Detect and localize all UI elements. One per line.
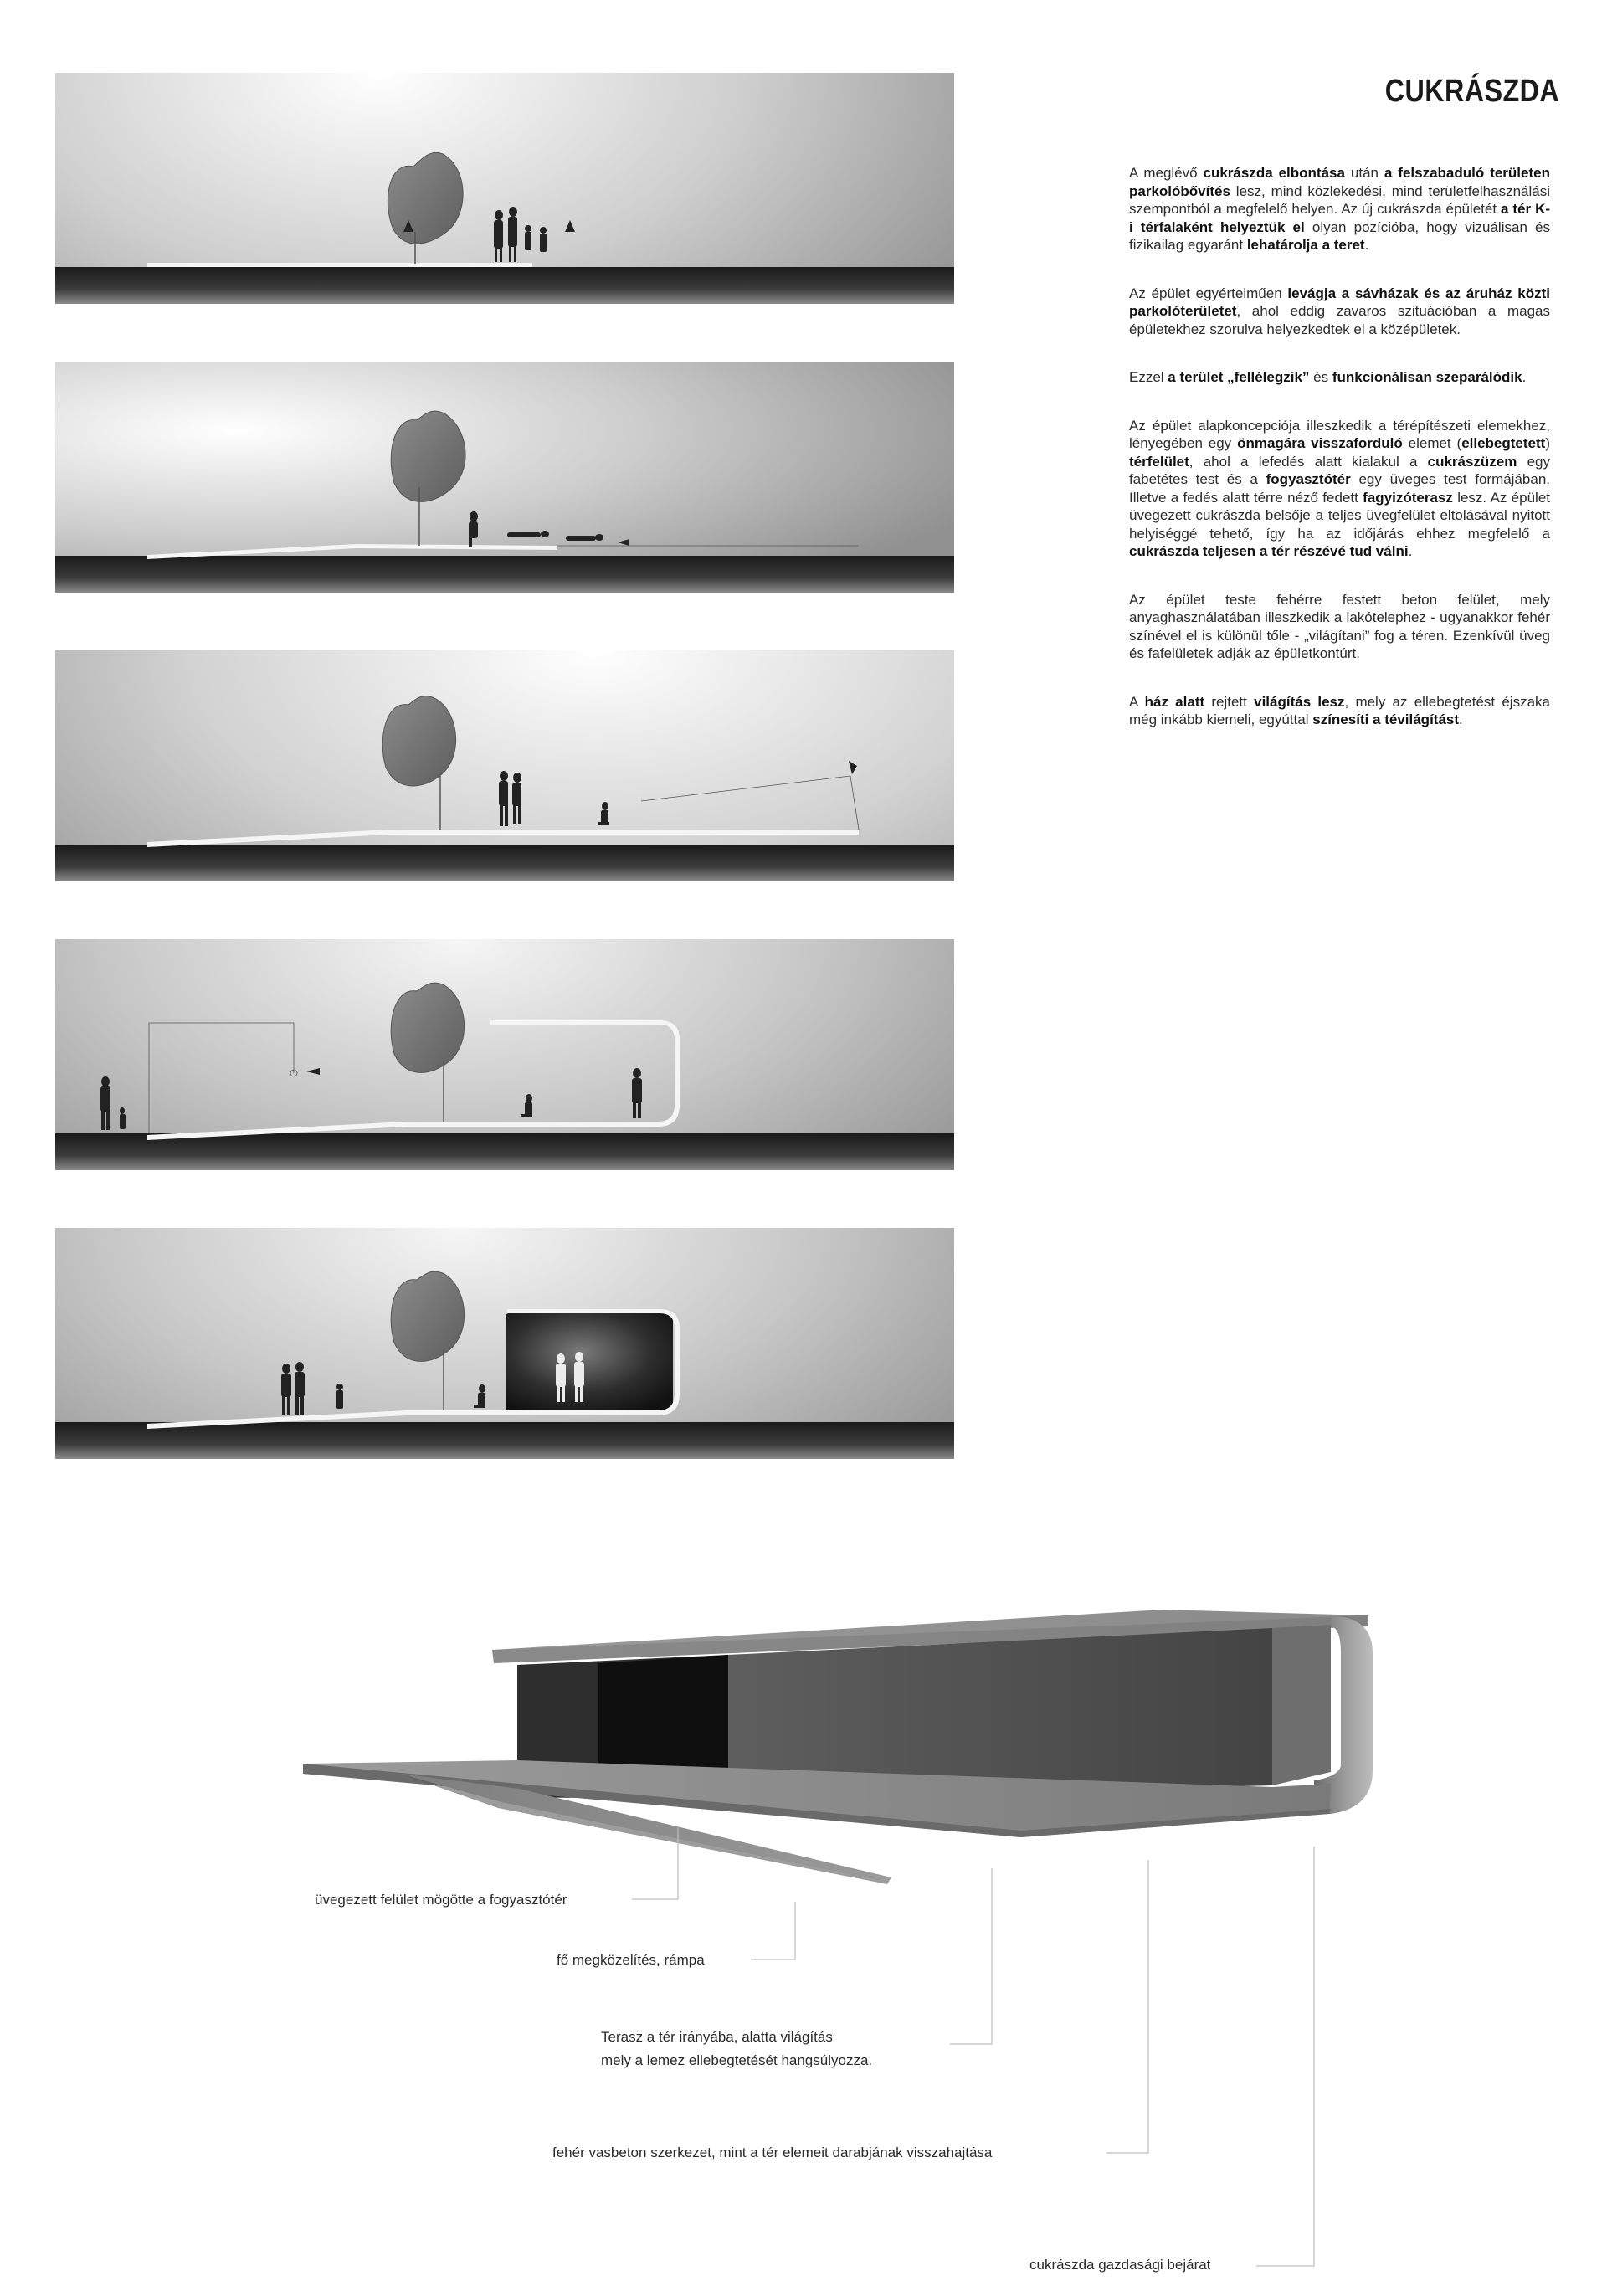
section-panel-5: [55, 1228, 954, 1459]
text-run: olyan pozícióba, hogy vizuálisan és fizikailag egyaránt: [1129, 218, 1550, 253]
text-run: , ahol a lefedés alatt kialakul a: [1189, 453, 1428, 470]
paragraph-4: [1129, 417, 1550, 561]
emphasis-text: a felszabaduló területen parkolóbővítés: [1129, 165, 1550, 199]
annotation-terrace-line-2: mely a lemez ellebegtetését hangsúlyozza.: [601, 2052, 873, 2068]
emphasis-text: ellebegtetett: [1461, 435, 1546, 451]
annotation-service-entrance: cukrászda gazdasági bejárat: [1029, 2257, 1211, 2273]
text-run: egy üveges test formájában. Illetve a fedés alatt térre néző fedett: [1129, 471, 1550, 506]
emphasis-text: színesíti a tévilágítást: [1312, 711, 1460, 727]
emphasis-text: cukrászda elbontása: [1203, 165, 1345, 181]
paragraph-5: [1129, 591, 1550, 663]
text-run: lesz. Az épület üvegezett cukrászda belsője a teljes üvegfelület eltolásával nyitott helyiséggé tehető, így ha az időjárás ehhez megfelelő a: [1129, 489, 1551, 542]
section-panel-3: [55, 650, 954, 881]
page-title: CUKRÁSZDA: [1384, 74, 1560, 109]
text-run: Az épület teste fehérre festett beton felület, mely anyaghasználatában illeszkedik a lakótelephez - ugyanakkor fehér színével el is különül tőle - „világítani” fog a téren. Ezenkívül üveg és fafelületek adják az épületkontúrt.: [1129, 591, 1550, 661]
emphasis-text: cukrászda teljesen a tér részévé tud válni: [1129, 543, 1409, 559]
text-run: .: [1459, 711, 1463, 727]
annotation-glazed-surface: üvegezett felület mögötte a fogyasztótér: [315, 1892, 567, 1908]
text-run: , ahol eddig zavaros szituációban a magas épületekhez szorulva helyezkedtek el a középületek.: [1129, 303, 1550, 337]
text-run: Az épület alapkoncepciója illeszkedik a térépítészeti elemekhez, lényegében egy: [1129, 417, 1550, 451]
building-3d-model: [285, 1595, 1381, 1929]
paragraph-3: [1129, 368, 1550, 387]
section-panel-2: [55, 362, 954, 593]
text-run: lesz, mind közlekedési, mind területfelhasználási szempontból a megfelelő helyen. Az új cukrászda épületét: [1129, 182, 1550, 217]
annotation-concrete-structure: fehér vasbeton szerkezet, mint a tér elemeit darabjának visszahajtása: [552, 2144, 993, 2160]
emphasis-text: térfelület: [1129, 453, 1189, 470]
section-panel-1: [55, 73, 954, 304]
text-run: .: [1364, 237, 1369, 253]
emphasis-text: lehatárolja a teret: [1246, 237, 1365, 253]
emphasis-text: fagyizóterasz: [1363, 489, 1453, 506]
text-run: elemet (: [1402, 435, 1462, 451]
text-run: Az épület egyértelműen: [1129, 285, 1288, 301]
section-panel-4: [55, 939, 954, 1170]
text-run: és: [1309, 369, 1332, 385]
text-run: , mely az ellebegtetést éjszaka még inkább kiemeli, egyúttal: [1129, 693, 1550, 727]
emphasis-text: fogyasztótér: [1266, 471, 1351, 487]
annotation-terrace-line-1: Terasz a tér irányába, alatta világítás: [601, 2029, 833, 2045]
emphasis-text: funkcionálisan szeparálódik: [1332, 369, 1522, 385]
emphasis-text: önmagára visszaforduló: [1237, 435, 1403, 451]
text-run: .: [1408, 543, 1413, 559]
emphasis-text: a terület „fellélegzik”: [1168, 369, 1310, 385]
text-run: .: [1522, 369, 1527, 385]
paragraph-2: [1129, 285, 1550, 339]
emphasis-text: a tér K-i térfalaként helyeztük el: [1129, 201, 1551, 235]
emphasis-text: világítás lesz: [1254, 693, 1345, 710]
emphasis-text: cukrászüzem: [1427, 453, 1517, 470]
text-run: egy fabetétes test és a: [1129, 453, 1550, 487]
text-run: ): [1545, 435, 1550, 451]
text-run: Ezzel: [1129, 369, 1168, 385]
description-text: [1129, 164, 1550, 729]
text-run: A meglévő: [1129, 165, 1204, 181]
paragraph-1: [1129, 164, 1550, 254]
paragraph-6: [1129, 693, 1550, 729]
emphasis-text: ház alatt: [1144, 693, 1205, 710]
emphasis-text: levágja a sávházak és az áruház közti parkolóterületet: [1129, 285, 1550, 319]
annotation-main-ramp: fő megközelítés, rámpa: [557, 1952, 705, 1968]
text-run: után: [1344, 165, 1384, 181]
text-run: rejtett: [1204, 693, 1255, 710]
text-run: A: [1129, 693, 1145, 710]
